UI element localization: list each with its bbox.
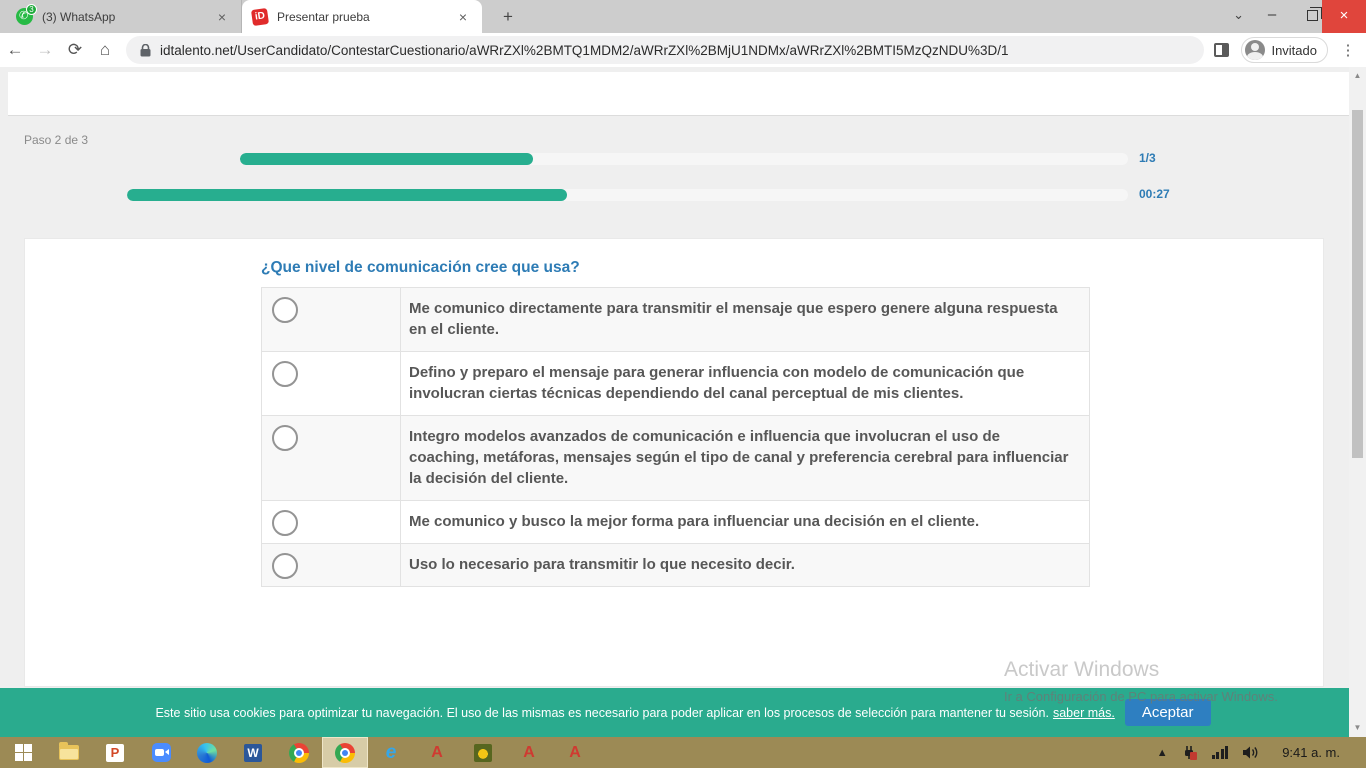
option-row	[262, 501, 1089, 544]
option-row	[262, 544, 1089, 586]
red-app-icon: A	[569, 743, 581, 761]
profile-name: Invitado	[1271, 42, 1317, 58]
cookie-banner	[0, 688, 1366, 737]
tab-strip	[0, 0, 1366, 33]
watermark-line1: Activar Windows	[1004, 658, 1160, 681]
option-row	[262, 288, 1089, 352]
question-progress-label: 1/3	[1139, 151, 1156, 165]
scroll-down-icon[interactable]: ▼	[1353, 723, 1362, 732]
scroll-up-icon[interactable]: ▲	[1353, 71, 1362, 80]
word-icon: W	[244, 744, 262, 762]
file-explorer-icon	[59, 745, 79, 760]
question-progress-bar	[240, 153, 1128, 165]
windows-logo-icon	[15, 744, 32, 761]
timer-progress-fill	[127, 189, 567, 201]
option-text: Defino y preparo el mensaje para generar influencia con modelo de comunicación que involucran ciertas técnicas dependiendo del canal perceptual de mis clientes.	[409, 364, 1025, 402]
taskbar-powerpoint[interactable]	[92, 737, 138, 768]
question-title: ¿Que nivel de comunicación cree que usa?	[261, 259, 580, 276]
radio-button[interactable]	[272, 553, 298, 579]
zoom-app-icon	[152, 743, 171, 762]
cookie-more-link[interactable]: saber más.	[1052, 705, 1115, 720]
reload-icon[interactable]: ⟳	[67, 40, 83, 59]
radio-button[interactable]	[272, 425, 298, 451]
tray-expand-chevron-icon[interactable]: ▲	[1156, 746, 1168, 759]
edge-icon	[197, 743, 217, 763]
start-button[interactable]	[0, 737, 46, 768]
network-signal-icon[interactable]	[1212, 746, 1229, 759]
radio-button[interactable]	[272, 361, 298, 387]
back-icon[interactable]: ←	[6, 40, 24, 59]
browser-menu-icon[interactable]: ⋮	[1340, 42, 1356, 59]
accept-cookies-button[interactable]: Aceptar	[1125, 699, 1211, 726]
forward-icon[interactable]: →	[36, 40, 54, 59]
powerpoint-icon: P	[106, 744, 124, 762]
option-text: Integro modelos avanzados de comunicación e influencia que involucran el uso de coaching, metáforas, mensajes según el tipo de canal y preferencia cerebral para influenciar la decisión del cliente.	[409, 428, 1069, 487]
taskbar-chrome[interactable]	[276, 737, 322, 768]
minimize-window-button[interactable]: –	[1267, 6, 1277, 23]
photo-app-icon	[474, 744, 492, 762]
taskbar-app-3[interactable]	[552, 737, 598, 768]
option-text: Me comunico y busco la mejor forma para influenciar una decisión en el cliente.	[409, 513, 980, 530]
scrollbar-thumb[interactable]	[1352, 110, 1363, 458]
step-label: Paso 2 de 3	[24, 133, 89, 147]
tab-title: (3) WhatsApp	[42, 9, 116, 24]
taskbar-internet-explorer[interactable]	[368, 737, 414, 768]
option-row	[262, 416, 1089, 501]
tab-whatsapp[interactable]	[6, 0, 242, 33]
question-progress-fill	[240, 153, 533, 165]
watermark-line2: Ir a Configuración de PC para activar Windows.	[1004, 689, 1278, 704]
windows-taskbar	[0, 737, 1366, 768]
taskbar-zoom-app[interactable]	[138, 737, 184, 768]
browser-toolbar	[0, 33, 1366, 67]
internet-explorer-icon: e	[385, 742, 397, 763]
radio-cell	[262, 352, 401, 415]
close-tab-icon[interactable]: ×	[458, 8, 468, 25]
radio-cell	[262, 501, 401, 543]
option-row	[262, 352, 1089, 416]
radio-button[interactable]	[272, 510, 298, 536]
option-text: Me comunico directamente para transmitir el mensaje que espero genere alguna respuesta en el cliente.	[409, 300, 1058, 338]
taskbar-app-2[interactable]	[506, 737, 552, 768]
radio-cell	[262, 544, 401, 586]
taskbar-word[interactable]	[230, 737, 276, 768]
tab-title: Presentar prueba	[277, 9, 370, 24]
address-bar[interactable]	[126, 36, 1204, 64]
avatar	[1245, 40, 1265, 60]
red-app-icon: A	[523, 743, 535, 761]
radio-cell	[262, 416, 401, 500]
question-card	[24, 238, 1324, 687]
profile-button[interactable]	[1241, 37, 1328, 63]
system-tray	[1157, 745, 1366, 761]
close-tab-icon[interactable]: ×	[217, 8, 227, 25]
page-viewport	[0, 67, 1366, 737]
home-icon[interactable]: ⌂	[99, 40, 111, 59]
timer-label: 00:27	[1139, 187, 1170, 201]
option-text: Uso lo necesario para transmitir lo que necesito decir.	[409, 556, 795, 573]
red-app-icon: A	[431, 743, 443, 761]
radio-cell	[262, 288, 401, 351]
lock-icon	[140, 44, 151, 57]
tab-presentar-prueba[interactable]	[242, 0, 482, 33]
radio-button[interactable]	[272, 297, 298, 323]
options-table	[261, 287, 1090, 587]
taskbar-edge[interactable]	[184, 737, 230, 768]
chrome-icon	[289, 743, 309, 763]
new-tab-button[interactable]: +	[503, 7, 513, 26]
cookie-message: Este sitio usa cookies para optimizar tu navegación. El uso de las mismas es necesario para poder aplicar en los procesos de selección para mantener tu sesión.	[155, 705, 1049, 720]
power-plug-icon[interactable]	[1182, 745, 1198, 761]
timer-progress-bar	[127, 189, 1128, 201]
taskbar-file-explorer[interactable]	[46, 737, 92, 768]
tab-search-chevron-icon[interactable]: ⌄	[1233, 7, 1244, 22]
taskbar-clock[interactable]: 9:41 a. m.	[1282, 745, 1340, 760]
page-scrollbar[interactable]	[1349, 67, 1366, 737]
restore-window-button[interactable]	[1307, 10, 1318, 21]
idtalento-favicon: iD	[251, 7, 269, 25]
volume-icon[interactable]	[1242, 745, 1260, 760]
side-panel-icon[interactable]	[1214, 43, 1229, 57]
page-header-band	[8, 72, 1356, 116]
taskbar-chrome-active[interactable]	[322, 737, 368, 768]
url-text: idtalento.net/UserCandidato/ContestarCuestionario/aWRrZXl%2BMTQ1MDM2/aWRrZXl%2BMjU1NDMx/aWRrZXl%2BMTI5MzQzNDU%3D/1	[160, 42, 1009, 58]
whatsapp-icon	[16, 5, 34, 25]
taskbar-app-1[interactable]	[414, 737, 460, 768]
taskbar-photo-app[interactable]	[460, 737, 506, 768]
chrome-icon	[335, 743, 355, 763]
close-window-button[interactable]: ×	[1322, 0, 1366, 33]
whatsapp-badge: 3	[26, 4, 37, 15]
